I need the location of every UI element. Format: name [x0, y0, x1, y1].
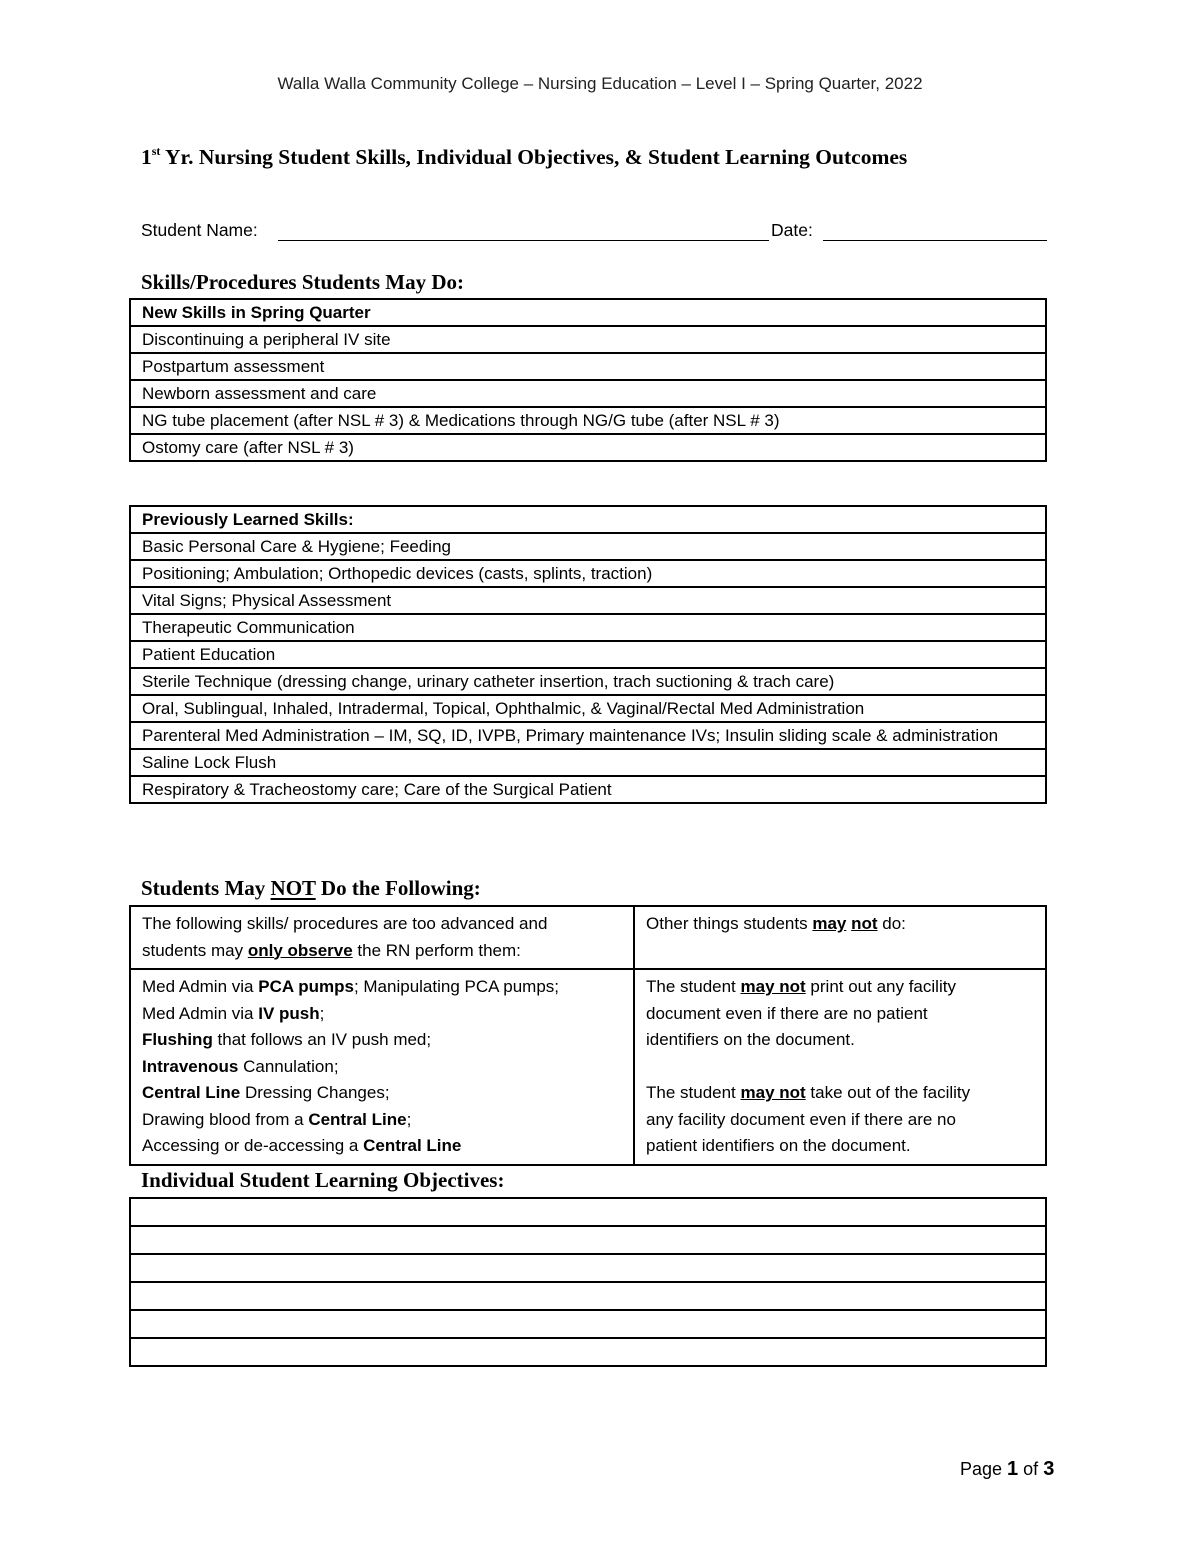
- skill-item: Saline Lock Flush: [130, 749, 1046, 776]
- title-ordinal-suffix: st: [151, 144, 161, 158]
- table-row: [130, 1338, 1046, 1366]
- objective-entry-field[interactable]: [130, 1198, 1046, 1226]
- item-text: Med Admin via: [142, 977, 259, 996]
- table-row: [130, 614, 1046, 641]
- of-label: of: [1018, 1459, 1044, 1479]
- restriction-text: The student: [646, 977, 741, 996]
- not-do-table: [129, 905, 1047, 1166]
- skill-item: Parenteral Med Administration – IM, SQ, ID, IVPB, Primary maintenance IVs; Insulin sliding scale & administration: [130, 722, 1046, 749]
- document-header: Walla Walla Community College – Nursing Education – Level I – Spring Quarter, 2022: [277, 74, 923, 93]
- date-field[interactable]: [823, 240, 1047, 241]
- item-bold: Intravenous: [142, 1056, 239, 1076]
- restriction-emphasis: may not: [740, 1083, 806, 1102]
- table-row: [130, 326, 1046, 353]
- skill-item: NG tube placement (after NSL # 3) & Medications through NG/G tube (after NSL # 3): [130, 407, 1046, 434]
- restriction-text-end: print out any facility: [805, 977, 956, 996]
- table-row: [130, 1226, 1046, 1254]
- previous-skills-header: Previously Learned Skills:: [130, 506, 1046, 533]
- observe-header-line1: The following skills/ procedures are too advanced and: [142, 914, 548, 933]
- objective-entry-field[interactable]: [130, 1310, 1046, 1338]
- skill-item: Newborn assessment and care: [130, 380, 1046, 407]
- table-row: [130, 749, 1046, 776]
- title-ordinal-number: 1: [141, 145, 152, 169]
- other-header-emphasis-may: may: [812, 914, 847, 933]
- observe-header-line2: [142, 938, 622, 965]
- restriction-line: document even if there are no patient: [646, 1003, 928, 1023]
- other-header-text-end: do:: [877, 914, 906, 933]
- objective-entry-field[interactable]: [130, 1254, 1046, 1282]
- table-row: [130, 906, 1046, 969]
- table-row: [130, 407, 1046, 434]
- item-bold: Central Line: [142, 1083, 241, 1102]
- other-restrictions-header: [634, 906, 1046, 969]
- observe-header-emphasis: only observe: [247, 940, 353, 960]
- restriction-line: [646, 1080, 1034, 1107]
- observe-header-text-end: the RN perform them:: [352, 940, 521, 960]
- objectives-table: [129, 1197, 1047, 1367]
- restriction-line: any facility document even if there are no: [646, 1109, 956, 1129]
- objective-entry-field[interactable]: [130, 1338, 1046, 1366]
- table-row: [130, 722, 1046, 749]
- page-title: [141, 144, 907, 170]
- observe-only-header: [130, 906, 634, 969]
- not-do-heading-suffix: Do the Following:: [315, 876, 481, 900]
- item-text-end: Cannulation;: [238, 1056, 339, 1076]
- skill-item: Sterile Technique (dressing change, urinary catheter insertion, trach suctioning & trach care): [130, 668, 1046, 695]
- previous-skills-table: [129, 505, 1047, 804]
- table-row: [130, 1254, 1046, 1282]
- restriction-line: identifiers on the document.: [646, 1030, 855, 1049]
- table-row: [130, 1198, 1046, 1226]
- not-do-heading-emphasis: NOT: [270, 876, 316, 900]
- not-do-heading-prefix: Students May: [141, 876, 271, 900]
- observe-header-text: students may: [142, 940, 248, 960]
- item-text-end: ;: [319, 1003, 325, 1023]
- student-info-fields: [141, 220, 1047, 246]
- item-bold: Flushing: [142, 1030, 213, 1049]
- total-pages: 3: [1043, 1458, 1055, 1480]
- other-header-text: Other things students: [646, 914, 813, 933]
- table-row: [130, 969, 1046, 1165]
- list-item: [142, 1080, 622, 1107]
- student-name-label: Student Name:: [141, 220, 258, 240]
- table-row: [130, 434, 1046, 461]
- table-row: [130, 641, 1046, 668]
- new-skills-header: New Skills in Spring Quarter: [130, 299, 1046, 326]
- student-name-field[interactable]: [278, 240, 769, 241]
- item-bold: PCA pumps: [258, 977, 354, 996]
- skill-item: Basic Personal Care & Hygiene; Feeding: [130, 533, 1046, 560]
- item-text-end: that follows an IV push med;: [212, 1030, 432, 1049]
- page-label: Page: [960, 1459, 1008, 1479]
- item-text: Drawing blood from a: [142, 1109, 309, 1129]
- restriction-emphasis: may not: [740, 977, 806, 996]
- restriction-line: [646, 974, 1034, 1001]
- item-text: Med Admin via: [142, 1003, 259, 1023]
- table-row: [130, 1310, 1046, 1338]
- table-row: [130, 668, 1046, 695]
- list-item: [142, 1133, 622, 1160]
- restriction-text-end: take out of the facility: [805, 1083, 971, 1102]
- table-row: [130, 353, 1046, 380]
- list-item: [142, 1107, 622, 1134]
- item-bold: Central Line: [363, 1136, 462, 1155]
- new-skills-table: [129, 298, 1047, 462]
- table-row: [130, 776, 1046, 803]
- table-row: [130, 506, 1046, 533]
- objective-entry-field[interactable]: [130, 1226, 1046, 1254]
- item-text-end: Dressing Changes;: [240, 1083, 390, 1102]
- title-text: Yr. Nursing Student Skills, Individual Objectives, & Student Learning Outcomes: [160, 145, 908, 169]
- other-header-emphasis-not: not: [851, 914, 878, 933]
- list-item: [142, 974, 622, 1001]
- skills-heading: Skills/Procedures Students May Do:: [141, 270, 464, 294]
- table-row: [130, 587, 1046, 614]
- item-bold: IV push: [258, 1003, 320, 1023]
- current-page: 1: [1007, 1458, 1019, 1480]
- list-item: [142, 1001, 622, 1028]
- other-header-line: [646, 911, 1034, 938]
- skill-item: Ostomy care (after NSL # 3): [130, 434, 1046, 461]
- skill-item: Patient Education: [130, 641, 1046, 668]
- skill-item: Therapeutic Communication: [130, 614, 1046, 641]
- objective-entry-field[interactable]: [130, 1282, 1046, 1310]
- item-bold: Central Line: [308, 1109, 407, 1129]
- skill-item: Vital Signs; Physical Assessment: [130, 587, 1046, 614]
- objectives-heading: Individual Student Learning Objectives:: [141, 1168, 505, 1192]
- item-text-end: ; Manipulating PCA pumps;: [353, 977, 560, 996]
- list-item: [142, 1027, 622, 1054]
- table-row: [130, 560, 1046, 587]
- skill-item: Postpartum assessment: [130, 353, 1046, 380]
- restriction-line: patient identifiers on the document.: [646, 1136, 911, 1155]
- item-text: Accessing or de-accessing a: [142, 1136, 364, 1155]
- table-row: [130, 380, 1046, 407]
- skill-item: Respiratory & Tracheostomy care; Care of the Surgical Patient: [130, 776, 1046, 803]
- table-row: [130, 299, 1046, 326]
- observe-only-list: [130, 969, 634, 1165]
- page-number: [960, 1458, 1054, 1481]
- table-row: [130, 695, 1046, 722]
- table-row: [130, 533, 1046, 560]
- restriction-text: The student: [646, 1083, 741, 1102]
- list-item: [142, 1054, 622, 1081]
- skill-item: Oral, Sublingual, Inhaled, Intradermal, Topical, Ophthalmic, & Vaginal/Rectal Med Administration: [130, 695, 1046, 722]
- table-row: [130, 1282, 1046, 1310]
- not-do-heading: [141, 876, 481, 901]
- paragraph-spacer: [646, 1054, 1034, 1081]
- other-restrictions-list: [634, 969, 1046, 1165]
- skill-item: Discontinuing a peripheral IV site: [130, 326, 1046, 353]
- skill-item: Positioning; Ambulation; Orthopedic devices (casts, splints, traction): [130, 560, 1046, 587]
- date-label: Date:: [771, 220, 813, 240]
- item-text-end: ;: [406, 1109, 412, 1129]
